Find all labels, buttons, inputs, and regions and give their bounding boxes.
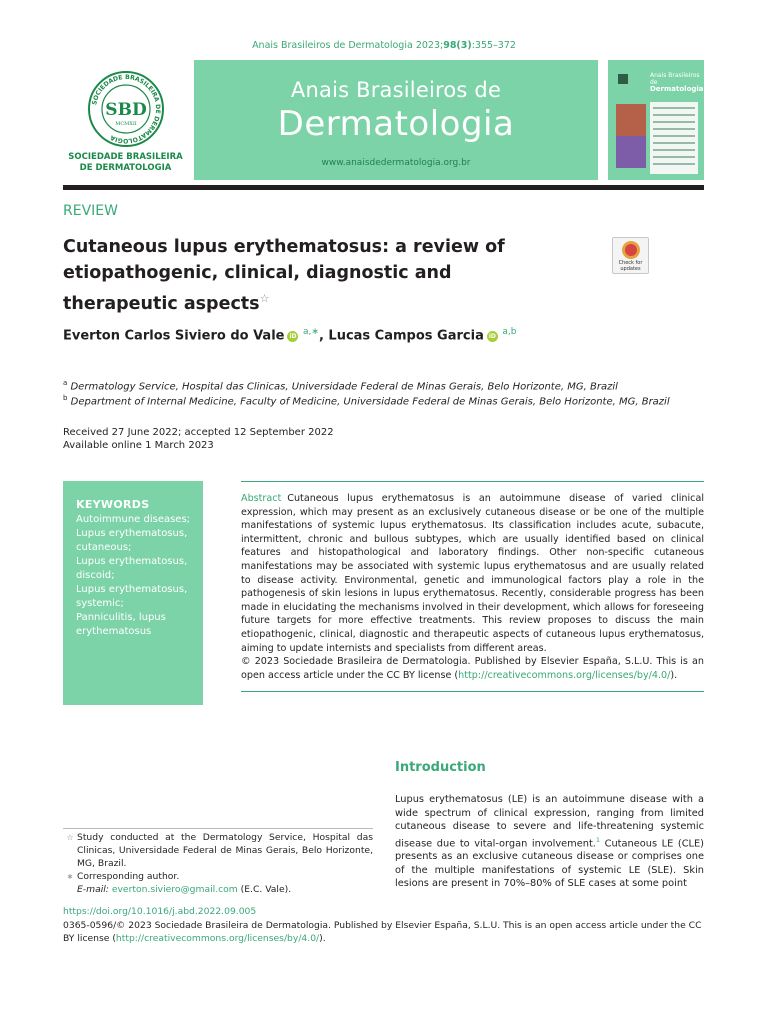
- title-footnote-mark[interactable]: ☆: [259, 292, 270, 305]
- cover-image-histology: [616, 136, 646, 168]
- footer-license-text: 0365-0596/© 2023 Sociedade Brasileira de Dermatologia. Published by Elsevier España, S.L.U. This is an open access article under the CC BY license (: [63, 920, 702, 944]
- journal-ref-prefix: Anais Brasileiros de Dermatologia 2023;: [252, 40, 444, 51]
- abstract-copyright-end: ).: [670, 669, 678, 681]
- article-title: [63, 234, 563, 317]
- crossmark-label: Check for updates: [618, 260, 643, 272]
- keyword-item: Lupus erythematosus, cutaneous;: [76, 528, 188, 553]
- masthead: [63, 60, 704, 180]
- footer-license: [63, 919, 704, 945]
- affiliation-text: Department of Internal Medicine, Faculty of Medicine, Universidade Federal de Minas Gerais, Belo Horizonte, MG, Brazil: [70, 396, 670, 408]
- introduction-heading: Introduction: [395, 760, 486, 775]
- available-date: Available online 1 March 2023: [63, 440, 214, 451]
- crossmark-icon: [622, 241, 640, 259]
- header-rule: [63, 185, 704, 190]
- abstract-block: [241, 481, 704, 692]
- author-separator: ,: [318, 328, 329, 344]
- journal-reference: [0, 40, 768, 51]
- introduction-text: Lupus erythematosus (LE) is an autoimmune disease with a wide spectrum of clinical expression, ranging from limited cutaneous disease to severe and life-threatening systemic disease due to vital-organ involvement.: [395, 794, 704, 849]
- society-name-line1: SOCIEDADE BRASILEIRA: [68, 152, 183, 162]
- affiliation-a: [63, 379, 618, 392]
- journal-url-link[interactable]: www.anaisdedermatologia.org.br: [321, 158, 471, 168]
- doi-link[interactable]: https://doi.org/10.1016/j.abd.2022.09.005: [63, 906, 257, 917]
- cover-title-line1: Anais Brasileiros de: [650, 72, 700, 86]
- keyword-item: Lupus erythematosus, systemic;: [76, 584, 188, 609]
- society-name: [63, 152, 188, 174]
- email-label: E-mail:: [77, 884, 109, 895]
- keywords-heading: KEYWORDS: [76, 498, 150, 511]
- society-name-line2: DE DERMATOLOGIA: [79, 163, 172, 173]
- society-logo-block: [63, 60, 188, 180]
- footnote-study: [63, 831, 373, 870]
- footnote-email: [63, 883, 373, 896]
- keyword-item: Lupus erythematosus, discoid;: [76, 556, 188, 581]
- affiliation-b: [63, 394, 670, 407]
- cover-image-clinical: [616, 104, 646, 136]
- journal-ref-volume: 98(3): [443, 40, 472, 51]
- keywords-panel: [63, 481, 203, 705]
- received-date: Received 27 June 2022; accepted 12 September 2022: [63, 427, 334, 438]
- introduction-body: [395, 793, 704, 891]
- cover-text-lines: [650, 102, 698, 174]
- orcid-icon[interactable]: iD: [289, 333, 297, 341]
- affiliation-mark: b: [63, 394, 68, 402]
- check-for-updates-button[interactable]: [612, 237, 649, 274]
- author-name: Lucas Campos Garcia: [328, 328, 484, 344]
- author-affiliation-mark: a,b: [502, 327, 517, 337]
- introduction-text-cont: Cutaneous LE (CLE) presents as an exclusive cutaneous disease or comprises one of the multiple manifestations of systemic LE (SLE). Skin lesions are present in 70%–80% of SLE cases at some point: [395, 837, 705, 890]
- footnote-star-mark: ☆: [66, 833, 74, 842]
- abstract-text: Cutaneous lupus erythematosus is an autoimmune disease of varied clinical expression, which may present as an exclusively cutaneous disease or be one of the multiple manifestations of systemic lupus erythematosus. Its classification includes acute, subacute, intermittent, chronic and bullous subtypes, which are usually identified based on clinical features and histopathological and laboratory findings. Other non-specific cutaneous manifestations may be associated with systemic lupus erythematosus and are usually related to disease activity. Environmental, genetic and immunological factors play a role in the pathogenesis of skin lesions in lupus erythematosus. Recently, considerable progress has been made in elucidating the mechanisms involved in their development, which allows for foreseeing future targets for more effective treatments. This review proposes to discuss the main etiopathogenic, clinical, diagnostic and therapeutic aspects of cutaneous lupus erythematosus, aiming to update internists and specialists from different areas.: [241, 493, 704, 654]
- abstract-copyright: © 2023 Sociedade Brasileira de Dermatologia. Published by Elsevier España, S.L.U. This is an open access article under the CC BY license (: [241, 656, 704, 681]
- banner-title-line1: Anais Brasileiros de: [290, 78, 502, 102]
- abstract-label: Abstract: [241, 493, 282, 504]
- sbd-seal-icon: [87, 70, 165, 148]
- footer-license-end: ).: [319, 933, 326, 944]
- affiliation-mark: a: [63, 379, 68, 387]
- footnote-asterisk-mark: ∗: [66, 872, 74, 881]
- keyword-item: Autoimmune diseases;: [76, 514, 191, 525]
- keyword-item: Panniculitis, lupus erythematosus: [76, 612, 166, 637]
- reference-link[interactable]: 1: [595, 835, 601, 844]
- banner-title-line2: Dermatologia: [277, 104, 515, 144]
- article-section-label: REVIEW: [63, 203, 118, 219]
- footnote-corresponding-text: Corresponding author.: [77, 871, 180, 882]
- author-name: Everton Carlos Siviero do Vale: [63, 328, 285, 344]
- sbd-seal-ring-text: SOCIEDADE BRASILEIRA DE DERMATOLOGIA: [90, 73, 161, 145]
- journal-ref-pages: :355–372: [471, 40, 516, 51]
- email-suffix: (E.C. Vale).: [237, 884, 292, 895]
- sbd-seal-monogram: SBD: [104, 100, 147, 120]
- sbd-seal-year: MCMXII: [114, 121, 137, 127]
- footer-license-link[interactable]: http://creativecommons.org/licenses/by/4.0/: [115, 933, 320, 944]
- article-dates: [63, 426, 334, 452]
- orcid-icon[interactable]: iD: [488, 333, 496, 341]
- footnote-corresponding: [63, 870, 373, 883]
- abstract-license-link[interactable]: http://creativecommons.org/licenses/by/4.0/: [458, 669, 671, 681]
- journal-banner: [194, 60, 598, 180]
- author-affiliation-mark: a,∗: [303, 327, 319, 337]
- author-list: [63, 327, 516, 343]
- qr-code-icon: [618, 74, 628, 84]
- footnote-study-text: Study conducted at the Dermatology Service, Hospital das Clinicas, Universidade Federal de Minas Gerais, Belo Horizonte, MG, Brazil.: [77, 832, 373, 869]
- journal-cover-thumbnail: [608, 60, 704, 180]
- email-link[interactable]: everton.siviero@gmail.com: [111, 884, 238, 895]
- footnotes: [63, 828, 373, 896]
- cover-title: [650, 72, 704, 93]
- cover-title-line2: Dermatologia: [650, 85, 704, 93]
- affiliation-text: Dermatology Service, Hospital das Clinicas, Universidade Federal de Minas Gerais, Belo Horizonte, MG, Brazil: [70, 381, 618, 393]
- article-title-text: Cutaneous lupus erythematosus: a review of etiopathogenic, clinical, diagnostic and therapeutic aspects: [63, 237, 505, 314]
